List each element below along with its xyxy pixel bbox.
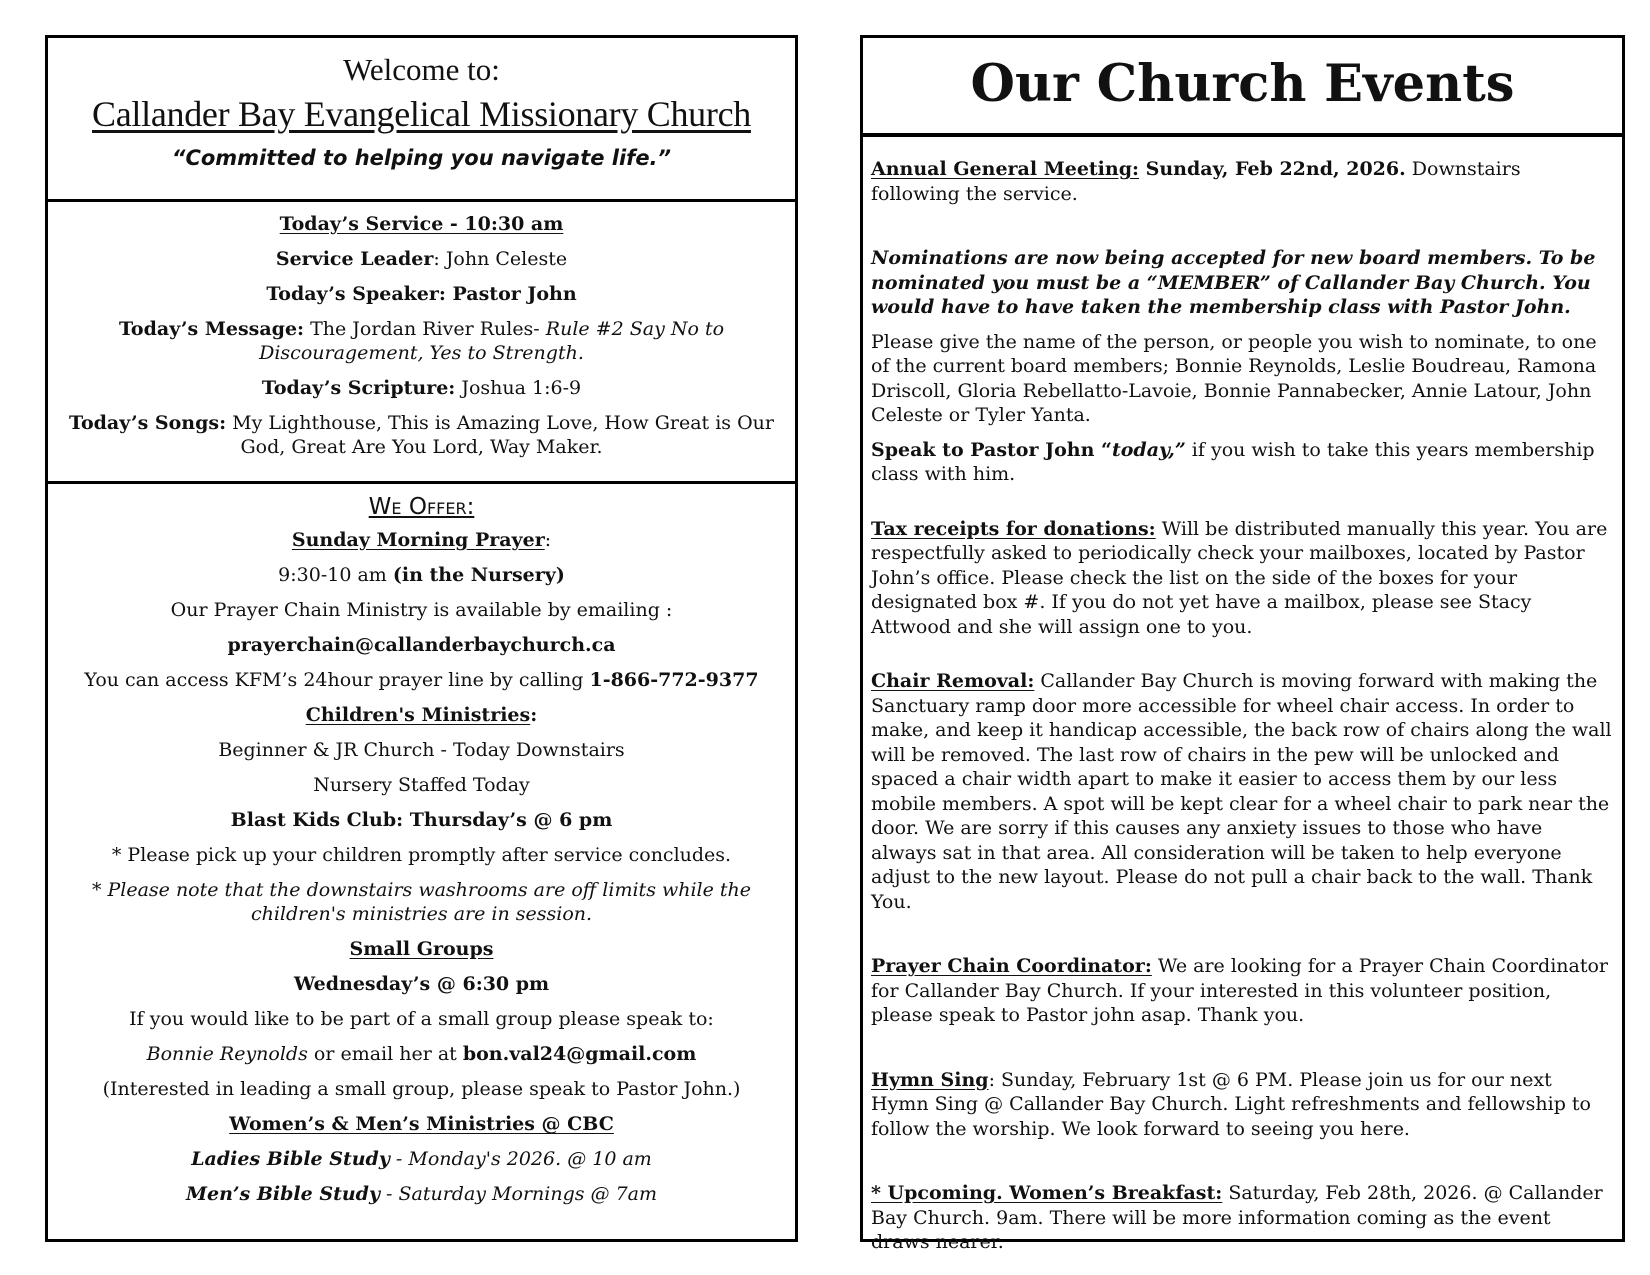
ladies-bible-study: [62, 1147, 781, 1171]
small-groups-heading: Small Groups: [349, 938, 494, 960]
bulletin-left-panel: [45, 35, 798, 1242]
church-name: Callander Bay Evangelical Missionary Church: [92, 94, 751, 134]
events-list: [863, 137, 1622, 1255]
service-scripture-label: Today’s Scripture:: [261, 377, 456, 399]
small-groups-contact-email[interactable]: bon.val24@gmail.com: [462, 1043, 697, 1065]
event-label: Prayer Chain Coordinator:: [871, 955, 1152, 977]
mens-womens-heading: Women’s & Men’s Ministries @ CBC: [229, 1113, 614, 1135]
prayer-chain-email[interactable]: prayerchain@callanderbaychurch.ca: [227, 634, 616, 656]
children-heading-colon: :: [530, 704, 538, 726]
welcome-section: [48, 38, 795, 202]
event-emphasis: today,”: [1111, 438, 1186, 461]
small-groups-contact: [62, 1042, 781, 1066]
service-speaker: Today’s Speaker: Pastor John: [266, 283, 577, 305]
children-heading-line: [62, 703, 781, 727]
service-leader-sep: :: [433, 248, 446, 270]
event-tax-receipts: [871, 517, 1612, 640]
event-label: Tax receipts for donations:: [871, 517, 1156, 540]
church-tagline: “Committed to helping you navigate life.”: [171, 146, 672, 170]
event-text: Please give the name of the person, or people you wish to nominate, to one of the current board members; Bonnie Reynolds, Leslie Boudreau, Ramona Driscoll, Gloria Rebellatto-Lavoie, Bonnie Pannabecker, Annie Latour, John Celeste or Tyler Yanta.: [871, 330, 1597, 426]
service-leader-value: John Celeste: [445, 248, 568, 270]
event-hymn-sing: [871, 1068, 1612, 1142]
event-label: Hymn Sing: [871, 1068, 989, 1091]
event-prayer-chain-coordinator: [871, 954, 1612, 1028]
event-annual-general-meeting: [871, 157, 1612, 206]
washroom-note: * Please note that the downstairs washrooms are off limits while the children's ministries are in session.: [91, 879, 752, 925]
service-message-label: Today’s Message:: [118, 318, 305, 340]
event-text: Callander Bay Church is moving forward with making the Sanctuary ramp door more accessible for wheel chair access. In order to make, and keep it handicap accessible, the back row of chairs along the wall will be removed. The last row of chairs in the pew will be unlocked and spaced a chair width apart to make it easier to access them by our less mobile members. A spot will be kept clear for a wheel chair to park near the door. We are sorry if this causes any anxiety issues to those who have always sat in that area. All consideration will be taken to help everyone adjust to the new layout. Please do not pull a chair back to the wall. Thank You.: [871, 670, 1612, 913]
kfm-line: [62, 668, 781, 692]
blast-kids-club: Blast Kids Club: Thursday’s @ 6 pm: [230, 809, 613, 831]
event-board-members: [871, 330, 1612, 428]
we-offer-title: We Offer:: [368, 494, 475, 520]
service-scripture-value: Joshua 1:6-9: [455, 377, 582, 399]
event-text: if you wish to take this years membership class with him.: [871, 438, 1595, 485]
kfm-text: You can access KFM’s 24hour prayer line by calling: [84, 669, 590, 691]
small-groups-time: Wednesday’s @ 6:30 pm: [293, 973, 550, 995]
event-membership-class: [871, 438, 1612, 487]
prayer-time-line: [62, 563, 781, 587]
small-groups-text: If you would like to be part of a small group please speak to:: [129, 1008, 714, 1030]
event-nominations: [871, 246, 1612, 320]
ladies-bible-study-value: - Monday's 2026. @ 10 am: [389, 1148, 652, 1170]
kfm-phone[interactable]: 1-866-772-9377: [589, 669, 759, 691]
bulletin-right-panel: [860, 35, 1625, 1253]
event-text: : Sunday, February 1st @ 6 PM. Please join us for our next Hymn Sing @ Callander Bay Church. Light refreshments and fellowship to follow the worship. We look forward to seeing you here.: [871, 1068, 1591, 1140]
small-groups-contact-name: Bonnie Reynolds: [146, 1043, 308, 1065]
children-heading: Children's Ministries: [305, 704, 531, 726]
event-text: Will be distributed manually this year. You are respectfully asked to periodically check your mailboxes, located by Pastor John’s office. Please check the list on the side of the boxes for your designated box #. If you do not yet have a mailbox, please see Stacy Attwood and she will assign one to you.: [871, 517, 1608, 638]
event-text: Saturday, Feb 28th, 2026. @ Callander Bay Church. 9am. There will be more information coming as the event draws nearer.: [871, 1182, 1603, 1253]
mens-bible-study-label: Men’s Bible Study: [186, 1183, 380, 1205]
event-womens-breakfast: [871, 1181, 1612, 1255]
service-heading: Today’s Service - 10:30 am: [279, 213, 564, 235]
event-label: Annual General Meeting:: [871, 158, 1140, 180]
service-message: [62, 317, 781, 365]
welcome-heading: Welcome to:: [343, 52, 500, 87]
event-label: * Upcoming. Women’s Breakfast:: [871, 1182, 1223, 1204]
service-message-subtitle: Rule #2 Say No to Discouragement, Yes to Strength.: [259, 318, 725, 364]
prayer-chain-text: Our Prayer Chain Ministry is available by emailing :: [170, 599, 673, 621]
prayer-time: 9:30-10 am: [278, 564, 393, 586]
event-chair-removal: [871, 669, 1612, 914]
service-message-value: The Jordan River Rules-: [304, 318, 546, 340]
children-line-1: Beginner & JR Church - Today Downstairs: [218, 739, 625, 761]
event-date: Sunday, Feb 22nd, 2026.: [1139, 158, 1406, 180]
prayer-heading-colon: :: [544, 529, 552, 551]
event-emphasis: Nominations are now being accepted for new board members. To be nominated you must be a “MEMBER” of Callander Bay Church. You would have to have taken the membership class with Pastor John.: [871, 247, 1596, 318]
children-line-2: Nursery Staffed Today: [313, 774, 530, 796]
service-songs-value: My Lighthouse, This is Amazing Love, How Great is Our God, Great Are You Lord, Way Maker.: [226, 412, 774, 458]
prayer-heading-line: [62, 528, 781, 552]
prayer-location: (in the Nursery): [392, 564, 565, 586]
we-offer-section: [48, 484, 795, 1206]
service-leader: [62, 247, 781, 271]
service-songs: [62, 411, 781, 459]
ladies-bible-study-label: Ladies Bible Study: [191, 1148, 390, 1170]
event-bold: Speak to Pastor John “: [871, 438, 1112, 461]
service-scripture: [62, 376, 781, 400]
todays-service-section: [48, 202, 795, 484]
service-leader-label: Service Leader: [275, 248, 434, 270]
mens-bible-study: [62, 1182, 781, 1206]
prayer-heading: Sunday Morning Prayer: [291, 529, 545, 551]
events-title: Our Church Events: [863, 38, 1622, 137]
small-groups-lead: (Interested in leading a small group, please speak to Pastor John.): [102, 1078, 741, 1100]
event-text: Downstairs following the service.: [871, 158, 1521, 205]
service-songs-label: Today’s Songs:: [68, 412, 227, 434]
pickup-note: * Please pick up your children promptly after service concludes.: [111, 844, 732, 866]
small-groups-contact-mid: or email her at: [307, 1043, 463, 1065]
event-label: Chair Removal:: [871, 670, 1035, 692]
event-text: We are looking for a Prayer Chain Coordinator for Callander Bay Church. If your interested in this volunteer position, please speak to Pastor john asap. Thank you.: [871, 955, 1608, 1026]
mens-bible-study-value: - Saturday Mornings @ 7am: [379, 1183, 657, 1205]
